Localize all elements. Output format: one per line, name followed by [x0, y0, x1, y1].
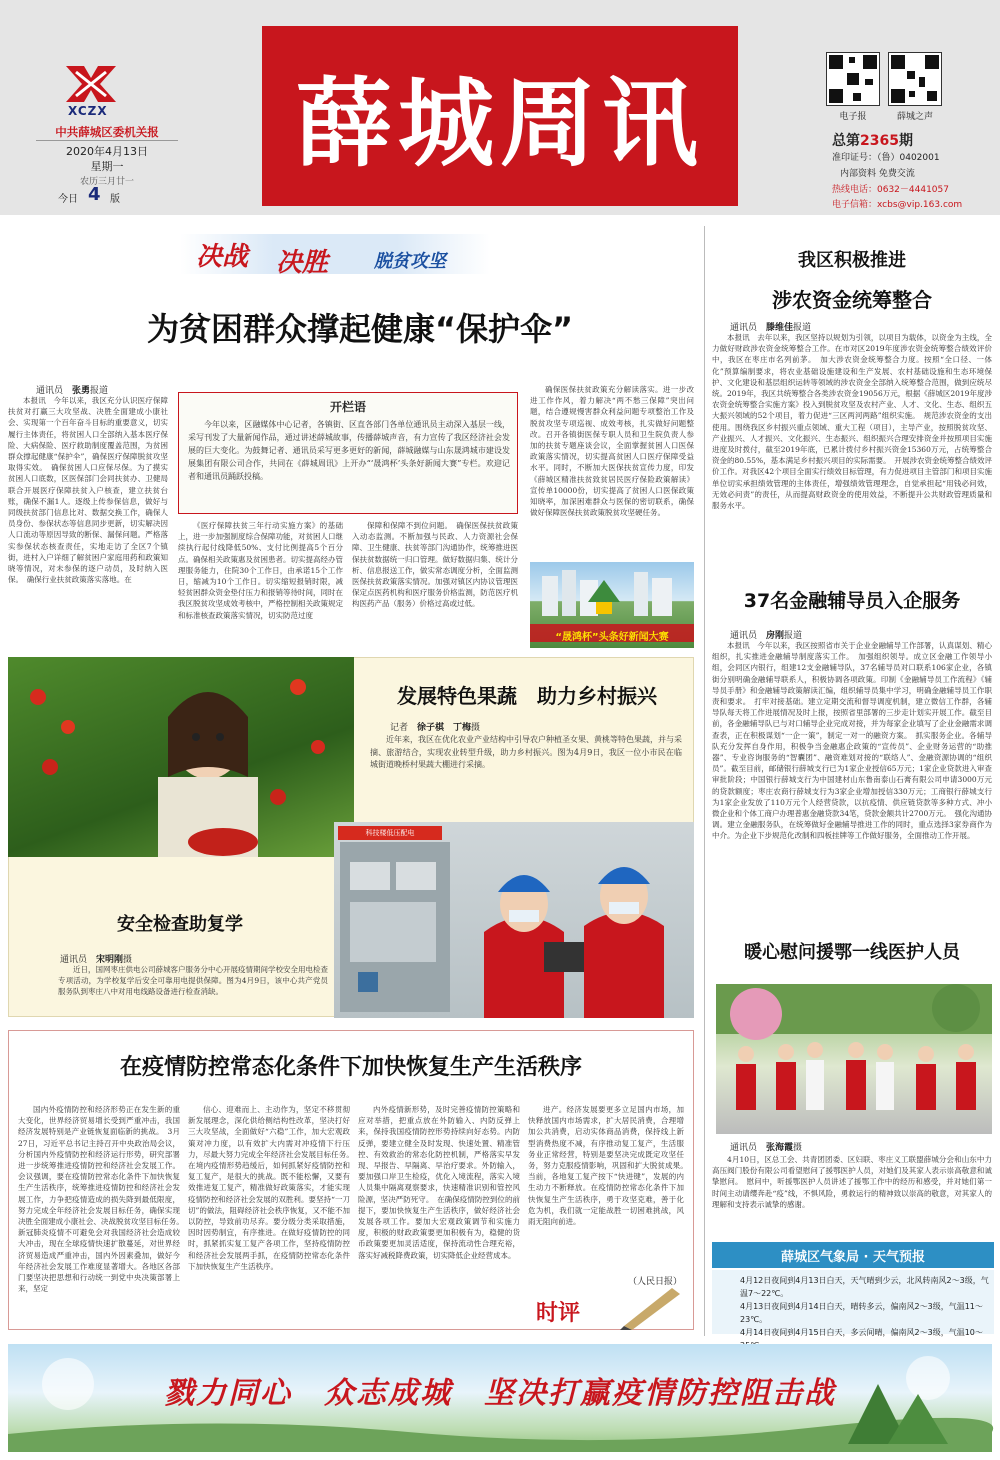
issue-no: 2365 — [860, 133, 899, 149]
forecast-line-2: 4月13日夜间到4月14日白天，晴转多云，偏南风2～3级，气温11～23℃。 — [740, 1302, 983, 1324]
lunar-date: 农历三月廿一 — [79, 177, 134, 187]
byline-names: 徐子棋 丁梅 — [417, 723, 472, 733]
issue-suffix: 期 — [898, 133, 913, 149]
byline-name: 张勇 — [72, 386, 91, 396]
lead-headline: 为贫困群众撑起健康“保护伞” — [146, 310, 574, 348]
farm-body — [370, 734, 682, 814]
byline-role: 记者 — [390, 723, 409, 733]
page-count: 4 — [88, 184, 101, 205]
byline-suffix: 报道 — [784, 631, 803, 641]
byline-suffix: 报道 — [793, 323, 812, 333]
internal-note: 内部资料 免费交流 — [840, 169, 915, 179]
org-name: 中共薛城区委机关报 — [55, 125, 159, 139]
contest-banner-text: “晟鸿杯”头条好新闻大赛 — [555, 632, 669, 643]
byline-name: 宋明刚 — [96, 955, 124, 965]
byline-suffix: 摄 — [471, 723, 481, 733]
farm-photo — [8, 657, 354, 857]
issue-number — [832, 130, 913, 150]
farm-headline: 发展特色果蔬 助力乡村振兴 — [397, 684, 657, 708]
medics-headline: 暖心慰问援鄂一线医护人员 — [744, 942, 960, 963]
issue-prefix: 总第 — [832, 133, 860, 149]
medics-text: 4月10日，区总工会、共青团团委、区妇联、枣庄义工联盟薛城分会和山东中力高压阀门股份有限公司看望慰问了援鄂医护人员，对她们及其家人表示崇高敬意和诚挚慰问。 慰问中，听援鄂医护人员讲述了援鄂工作中的经历和感受，并对她们第一时间主动请缨奔赴“疫”线，不惧风险，勇救运行的精神致以崇高的敬意，对其家人的理解和支持表示诚挚的感谢。 — [712, 1155, 992, 1209]
byline-role: 通讯员 — [60, 955, 88, 965]
fund-headline-2: 涉农资金统筹整合 — [772, 288, 932, 312]
medics-byline — [730, 1140, 802, 1153]
lead-text-4: 确保医保扶贫政策充分解读落实。进一步改进工作作风，着力解决“两不愁三保障”突出问题，结合遵规慢害群众利益问题专项整治工作及脱贫攻坚专项巡视、成效考核，扎实做好问题整改。召开各镇街医保专职人员和卫生院负责人参加的扶贫专题座谈会议，全面掌握贫困人口医保政策落实情况，切实提高贫困人口医疗保障受益水平。同时，不断加大医保扶贫宣传力度，印发《薛城区精准扶贫致贫居民医疗保险政策解读》宣传单10000份，切实提高了贫困人口医保政策知晓率，加深困难群众与医保的密切联系，确保做好保障医保扶贫政策脱贫攻坚硬任务。 — [530, 385, 694, 518]
banner-part-b: 决胜 — [276, 248, 329, 278]
banner-part-a: 决战 — [196, 242, 249, 272]
hotline: 热线电话：0632－4441057 — [832, 185, 949, 195]
forecast-line-1: 4月12日夜间到4月13日白天，天气晴到少云，北风转南风2～3级，气温7～22℃。 — [740, 1276, 989, 1298]
column-note-title: 开栏语 — [329, 400, 366, 414]
column-note-text: 今年以来，区融媒体中心记者，各镇街、区直各部门各单位通讯员主动深入基层一线，采写刊发了大量新闻作品，通过讲述薛城故事，传播薛城声音，有力宣传了我区经济社会发展的巨大变化。为鼓舞记者、通讯员采写更多更好的新闻，薛城融媒与山东晟鸿城市建设发展集团有限公司合作，共同在《薛城周讯》上开办“‘晟鸿杯’头条好新闻大赛”专栏。欢迎记者和通讯员踊跃投稿。 — [188, 420, 510, 481]
editorial-stamp: 时评 — [536, 1300, 581, 1326]
byline-suffix: 摄 — [793, 1143, 803, 1153]
lead-text-3: 保障和保障不到位问题。 确保医保扶贫政策入动态监测。不断加强与民政、人力资源社会保障、卫生健康、扶贫等部门沟通协作，统筹推进医保扶贫数据统一归口管理。做好数据归集、统计分析、信息报送工作，做实常态调度分析，全面监测医保扶贫政策落实情况。加强对镇区内协议管理医保定点医药机构和医疗服务价格监测，防范医疗机构医药产品（服务）价格过高或过低。 — [352, 521, 518, 609]
email: 电子信箱：xcbs@vip.163.com — [832, 200, 963, 210]
pen-icon — [616, 1282, 686, 1330]
finance-body — [712, 640, 992, 916]
banner-part-c: 脱贫攻坚 — [374, 251, 446, 272]
column-note-body — [188, 418, 510, 512]
safety-caption: 近日，国网枣庄供电公司薛城客户服务分中心开展疫情期间学校安全用电检查专项活动，为学校复学后安全可靠用电提供保障。图为4月9日，该中心共产党员服务队到枣庄八中对用电线路设备进行检查消缺。 — [58, 965, 328, 997]
editorial-text-3: 内外疫情新形势，及时完善疫情防控策略和应对举措，把重点放在外防输入、内防反弹上来，保持我国疫情防控形势持续向好态势。内防反弹，要建立健全及时发现、快速处置、精准管控、有效救治的常态化防控机制，严格落实早发现、早报告、早隔离、早治疗要求。外防输入，要加强口岸卫生检疫，优化入境流程，落实入境人员集中隔离观察要求，快速精准识别和管控风险源，坚决严防死守。 在确保疫情防控到位的前提下，要加快恢复生产生活秩序，做好经济社会发展各项工作。要加大宏观政策调节和实施力度，积极的财政政策要更加积极有为，稳健的货币政策要更加灵活适度，保持流动性合理充裕，落实好减税降费政策，切实降低企业经营成本。 — [358, 1105, 520, 1260]
editorial-col-3 — [358, 1104, 520, 1324]
qr-code-epaper — [826, 52, 880, 106]
farm-byline — [390, 720, 480, 733]
newspaper-title: 薛城周讯 — [296, 66, 704, 180]
medics-body — [712, 1154, 992, 1236]
weather-title: 薛城区气象局 · 天气预报 — [781, 1250, 925, 1265]
cabinet-label: 科技楼低压配电 — [338, 826, 442, 840]
fund-text: 本报讯 去年以来，我区坚持以规划为引领，以项目为载体，以资金为主线，全力做好财政涉农资金统筹整合工作。在市对区2019年度涉农资金统筹整合绩效评价中，我区在枣庄市名列前茅。 加大涉农资金统筹整合力度。按照“全口径、一体化”预算编制要求，将农业基础设施建设和生产发展、农村基础设施和生态环境保护、文化建设和基层组织运转等领域的涉农资金全部纳入统筹整合范围，做到应统尽统。2019年，我区共统筹整合各类涉农资金19056万元，根据《薛城区2019年度涉农资金统筹整合实施方案》投入到脱贫攻坚及农村产业、人才、文化、生态、组织五大振兴领域的52个项目，着力促进“三区两河两路”组织实施。 规范涉农资金的支出使用。围绕我区乡村振兴重点领域、重大工程（项目），主导产业，按照脱贫攻坚、产业振兴、人才振兴、文化振兴、生态振兴、组织振兴合理安排资金并按照项目实施进度及时拨付，截至2019年底，已累计拨付乡村振兴资金15360万元，占统筹整合资金的80.55%，基本满足乡村振兴项目的实际需要。 开展涉农资金统筹整合绩效评价工作。对我区42个项目全面实行绩效目标管理，有力促进项目主管部门和项目实施单位切实承担绩效管理的主体责任，增强绩效管理理念，自觉承担起“用钱必问效，无效必问责”的责任，从而提高财政资金的使用效益，不断提升公共财政管理质量和服务水平。 — [712, 333, 992, 511]
byline-name: 张海霞 — [766, 1143, 794, 1153]
lead-col-2 — [178, 520, 343, 645]
newspaper-logo — [62, 64, 120, 104]
permit: 准印证号：（鲁）0402001 — [832, 153, 940, 163]
editorial-col-4 — [528, 1104, 692, 1274]
forecast-line-3: 4月14日夜间到4月15日白天，多云间晴，偏南风2～3级，气温10～ — [740, 1328, 983, 1337]
logo-text: XCZX — [68, 104, 108, 118]
editorial-text-2: 信心、迎难而上、主动作为，坚定不移贯彻新发展理念，深化供给侧结构性改革，坚决打好三大攻坚战，全面做好“六稳”工作，加大宏观政策对冲力度，以有效扩大内需对冲疫情下行压力，尽最大努力完成全年经济社会发展目标任务。 在境内疫情形势趋缓后，如何抓紧好疫情防控和复工复产，是很大的挑战。既不能松懈，又要有效推进复工复产，精准做好政策落实，才能实现疫情防控和经济社会发展的双胜利。要坚持“一刀切”的做法，阻碍经济社会秩序恢复，又不能不加以防控，导致前功尽弃。要分级分类采取措施，因时因势制宜，有序推进。在做好疫情防控的同时，抓紧抓实复工复产各项工作，坚持疫情防控和经济社会发展两手抓，在疫情防控常态化条件下加快恢复生产生活秩序。 — [188, 1105, 358, 1271]
pages-unit: 版 — [110, 194, 120, 205]
lead-col-4 — [530, 384, 694, 556]
editorial-headline: 在疫情防控常态化条件下加快恢复生产生活秩序 — [119, 1055, 582, 1080]
editorial-col-1 — [18, 1104, 188, 1324]
editorial-col-2 — [188, 1104, 358, 1324]
weekday: 星期一 — [90, 160, 124, 173]
lead-text-2: 《医疗保障扶贫三年行动实施方案》的基础上，进一步加强制度综合保障功能，对贫困人口继续执行起付线降低50%、支付比例提高5个百分点。确保相关政策惠及贫困患者。切实提高经办管理服务能力，住院30个工作日，由承诺15个工作日，缩减为10个工作日。切实缩短报销时限，减轻贫困群众资金垫付压力和报销等待时间，同时在我区脱贫攻坚成效考核中，严格控制相关政策规定和标准核查政策落实情况，切实防范过度 — [178, 521, 343, 620]
safety-headline: 安全检查助复学 — [117, 914, 243, 935]
editorial-text-4: 进产。经济发展要更多立足国内市场，加快释放国内市场需求，扩大居民消费，合理增加公共消费，启动实体商品消费，保持线上新型消费热度不减，有序推动复工复产，生活服务业正常经营，特别是要坚决完成既定攻坚任务，努力克服疫情影响，巩固和扩大脱贫成果。 当前，各地复工复产按下“快进键”，发展的内生动力不断释放。在疫情防控常态化条件下加快恢复生产生活秩序，勇于攻坚克难，善于化危为机，我们就一定能战胜一切困难挑战，风雨无阻向前进。 — [528, 1105, 692, 1227]
byline-role: 通讯员 — [730, 631, 758, 641]
lead-text-1: 本报讯 今年以来，我区充分认识医疗保障扶贫对打赢三大攻坚战、决胜全面建成小康社会、实现第一个百年奋斗目标的重要意义，切实履行主体责任，将贫困人口全部纳入基本医疗保险、大病保险、医疗救助制度覆盖范围，为贫困群众撑起健康“保护伞”，确保医疗保障脱贫攻坚取得实效。 确保贫困人口应保尽保。为了摸实贫困人口底数，区医保部门会同扶贫办、卫健局联合开展医疗保障扶贫入户核查，建立扶贫台账，确保不漏1人。逐级上传参保信息，做好与同级扶贫部门信息比对、数据交换工作，确保人员身份、参保状态等信息同步更新，切实解决因人口流动等原因导致的断保、漏保问题。严格落实参保状态核查责任，实地走访了全区7个镇街，进村入户详细了解贫困户家庭用药和政策知晓等情况，对未参保的逐户动员，及时纳入医保。 确保行业扶贫政策落实落地。在 — [8, 396, 168, 585]
qr-code-app — [888, 52, 942, 106]
finance-headline: 37名金融辅导员入企服务 — [743, 590, 961, 612]
safety-body — [58, 964, 328, 1012]
lead-col-1 — [8, 395, 168, 645]
issue-date: 2020年4月13日 — [66, 145, 148, 158]
today-label: 今日 — [58, 194, 78, 205]
byline-suffix: 摄 — [123, 955, 133, 965]
byline-role: 通讯员 — [730, 323, 758, 333]
divider — [36, 140, 178, 141]
farm-caption: 近年来，我区在优化农业产业结构中引导农户种植圣女果、黄桃等特色果蔬，并与采摘、旅游结合，实现农业转型升级，助力乡村振兴。图为4月9日，我区一位小市民在临城街道晚桥村果蔬大棚进行采摘。 — [370, 735, 682, 769]
footer-slogan: 戮力同心 众志成城 坚决打赢疫情防控阻击战 — [164, 1376, 836, 1411]
qr1-label: 电子报 — [839, 112, 867, 122]
lead-col-3 — [352, 520, 518, 645]
column-divider — [704, 226, 705, 1336]
fund-headline-1: 我区积极推进 — [798, 250, 906, 271]
fund-body — [712, 332, 992, 560]
finance-text: 本报讯 今年以来，我区按照省市关于企业金融辅导工作部署，认真谋划、精心组织，扎实推进金融辅导制度落实工作。 加强组织领导。成立区金融工作领导小组，会同区内银行，组建12支金融辅导队，37名辅导员对口联系106家企业，各镇街分别明确金融辅导联系人，积极协调各项政策。印制《金融辅导员工作流程》《辅导员手册》和金融辅导政策解读汇编，组织辅导员集中学习，明确金融辅导员工作职责和要求。 打牢对接基础。建立定期交流和督导调度机制，建立微信工作群，各辅导队每天将工作进展情况及时上报，按照省里部署的三步走计划实开展工作。截至目前，各金融辅导队已与对口辅导企业完成对接，并为每家企业填写了企业金融需求调查表，正在积极谋划“一企一策”，制定一对一的融资方案。 抓实服务企业。各辅导队充分发挥自身作用，积极争当金融惠企政策的“宣传员”、企业财务运营的“助推器”、专业咨询服务的“智囊团”、融资难划对接的“联络人”、金融资源协调的“组织员”。截至目前，邮储银行薛城支行已为1家企业授信65万元；1家企业贷款进入审查审批阶段；中国银行薛城支行为中国建材山东鲁南泰山石膏有限公司申请3000万元的贷款额度；枣庄农商行薛城支行为3家企业增加授信330万元；工商银行薛城支行为1家企业发放了110万元个人经营贷款，以抗疫情、供应链贷款等多种方式、冲小微企业和个体工商户办理普惠金融贷款34笔，贷款金额共计2700万元。 强化沟通协调。建立金融服务队，在统筹做好金融辅导推进工作的同时，重点选择3家券商作为中介。为企业下步规范化改制和四板挂牌等工作做好服务，全面推动工作开展。 — [712, 641, 992, 841]
safety-photo — [334, 822, 694, 1018]
byline-name: 滕维佳 — [766, 323, 794, 333]
qr2-label: 薛城之声 — [896, 112, 933, 122]
editorial-text-1: 国内外疫情防控和经济形势正在发生新的重大变化，世界经济贸易增长受到严重冲击，我国经济发展特别是产业链恢复面临新的挑战。 3月27日，习近平总书记主持召开中央政治局会议，分析国内外疫情防控和经济运行形势，研究部署进一步统筹推进疫情防控和经济社会发展工作。会议强调，要在疫情防控常态化条件下加快恢复生产生活秩序，统筹推进疫情防控和经济社会发展工作，力争把疫情造成的损失降到最低限度，努力完成全年经济社会发展目标任务，确保实现决胜全面建成小康社会、决战脱贫攻坚目标任务。 新冠肺炎疫情不可避免会对我国经济社会造成较大冲击，现在全球疫情快速扩散蔓延，对世界经济贸易造成严重冲击，国内外因素叠加，做好今年经济社会发展工作难度显著增大。各地区各部门要坚决把思想和行动统一到党中央决策部署上来，坚定 — [18, 1105, 188, 1294]
byline-suffix: 报道 — [90, 386, 109, 396]
medics-photo — [716, 984, 992, 1134]
byline-name: 房刚 — [766, 631, 785, 641]
byline-role: 通讯员 — [730, 1143, 758, 1153]
editorial-source: （人民日报） — [628, 1277, 683, 1287]
byline-role: 通讯员 — [36, 386, 64, 396]
